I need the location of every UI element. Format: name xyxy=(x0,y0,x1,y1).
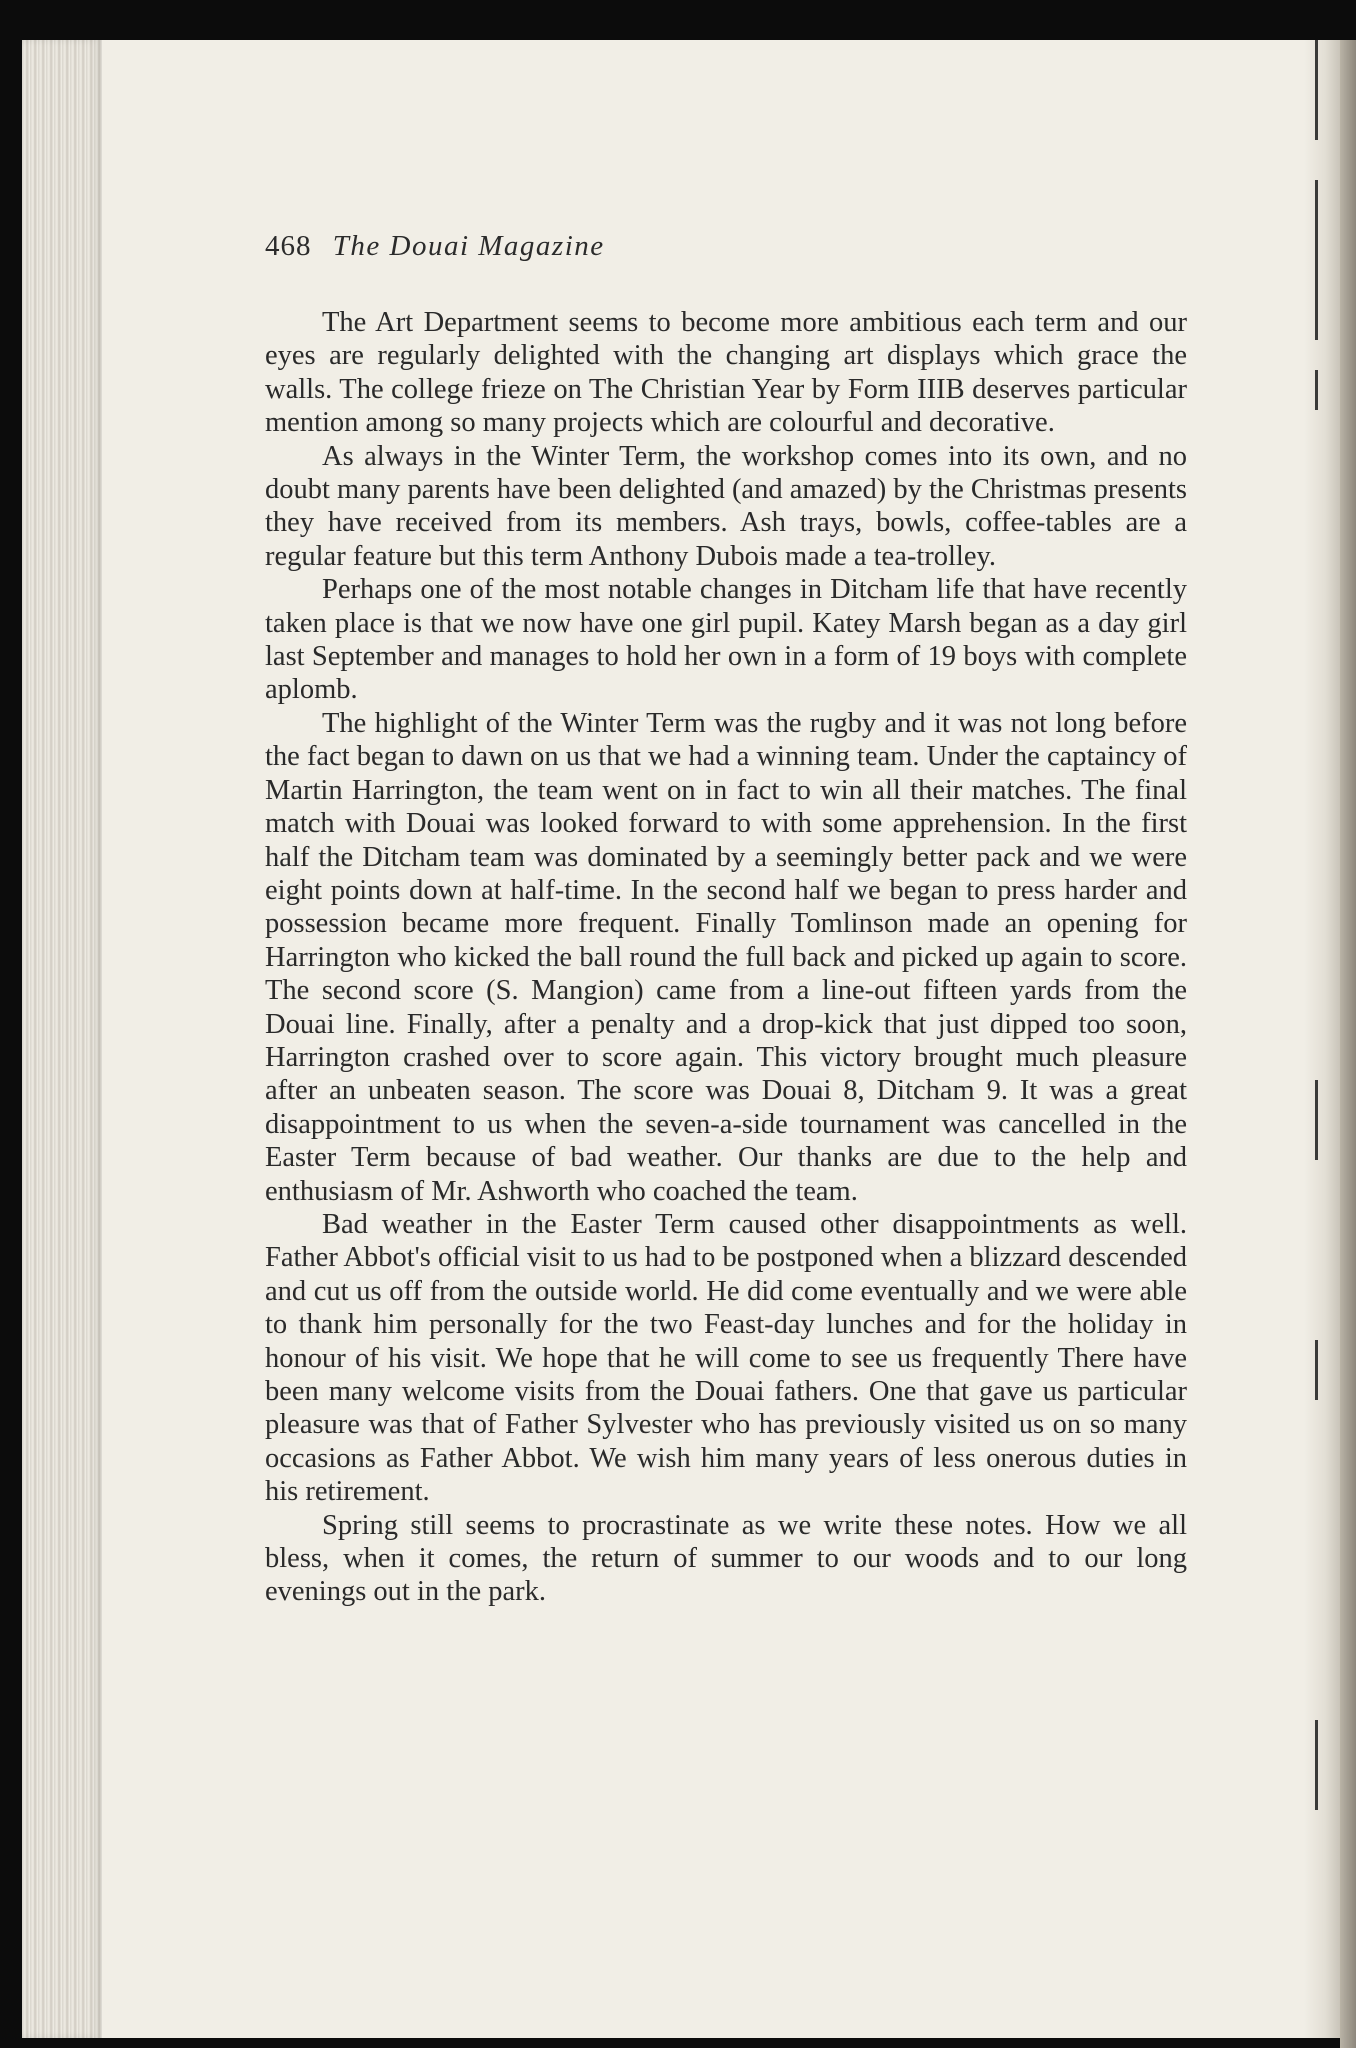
binding-mark xyxy=(1315,1080,1318,1160)
binding-edge xyxy=(1304,40,1340,2038)
binding-mark xyxy=(1315,180,1318,340)
page-number: 468 xyxy=(265,230,312,262)
binding-mark xyxy=(1315,370,1318,410)
paragraph: The Art Department seems to become more ambitious each term and our eyes are regularly delighted with the changing art displays which grace the walls. The college frieze on The Christian Year by Form IIIB deserves particular mention among so many projects which are colourful and decorative. xyxy=(265,307,1187,439)
binding-mark xyxy=(1315,1340,1318,1400)
paragraph: The highlight of the Winter Term was the rugby and it was not long before the fact began to dawn on us that we had a winning team. Under the captaincy of Martin Harrington, the team went on in fact to win all their matches. The final match with Douai was looked forward to with some apprehension. In the first half the Ditcham team was dominated by a seemingly better pack and we were eight points down at half-time. In the second half we began to press harder and possession became more frequent. Finally Tomlinson made an opening for Harrington who kicked the ball round the full back and picked up again to score. The second score (S. Mangion) came from a line-out fifteen yards from the Douai line. Finally, after a penalty and a drop-kick that just dipped too soon, Harrington crashed over to score again. This victory brought much pleasure after an unbeaten season. The score was Douai 8, Ditcham 9. It was a great disappointment to us when the seven-a-side tournament was cancelled in the Easter Term because of bad weather. Our thanks are due to the help and enthusiasm of Mr. Ashworth who coached the team. xyxy=(265,707,1187,1207)
book-cover-edge xyxy=(1340,40,1356,2048)
paragraph: As always in the Winter Term, the workshop comes into its own, and no doubt many parents have been delighted (and amazed) by the Christmas presents they have received from its members. Ash trays, bowls, coffee-tables are a regular feature but this term Anthony Dubois made a tea-trolley. xyxy=(265,440,1188,572)
publication-title: The Douai Magazine xyxy=(332,230,605,262)
article-body xyxy=(265,306,1187,1609)
page-stack-edge xyxy=(22,40,102,2038)
running-header xyxy=(265,230,605,263)
binding-mark xyxy=(1315,1720,1318,1810)
paragraph: Perhaps one of the most notable changes in Ditcham life that have recently taken place is that we now have one girl pupil. Katey Marsh began as a day girl last September and manages to hold her own in a form of 19 boys with complete aplomb. xyxy=(265,574,1187,706)
paragraph: Bad weather in the Easter Term caused other disappointments as well. Father Abbot's official visit to us had to be postponed when a blizzard descended and cut us off from the outside world. He did come eventually and we were able to thank him personally for the two Feast-day lunches and for the holiday in honour of his visit. We hope that he will come to see us frequently There have been many welcome visits from the Douai fathers. One that gave us particular pleasure was that of Father Sylvester who has previously visited us on so many occasions as Father Abbot. We wish him many years of less onerous duties in his retirement. xyxy=(265,1208,1187,1508)
binding-mark xyxy=(1315,40,1318,140)
paragraph: Spring still seems to procrastinate as we write these notes. How we all bless, when it comes, the return of summer to our woods and to our long evenings out in the park. xyxy=(265,1509,1187,1608)
book-page xyxy=(22,40,1340,2038)
